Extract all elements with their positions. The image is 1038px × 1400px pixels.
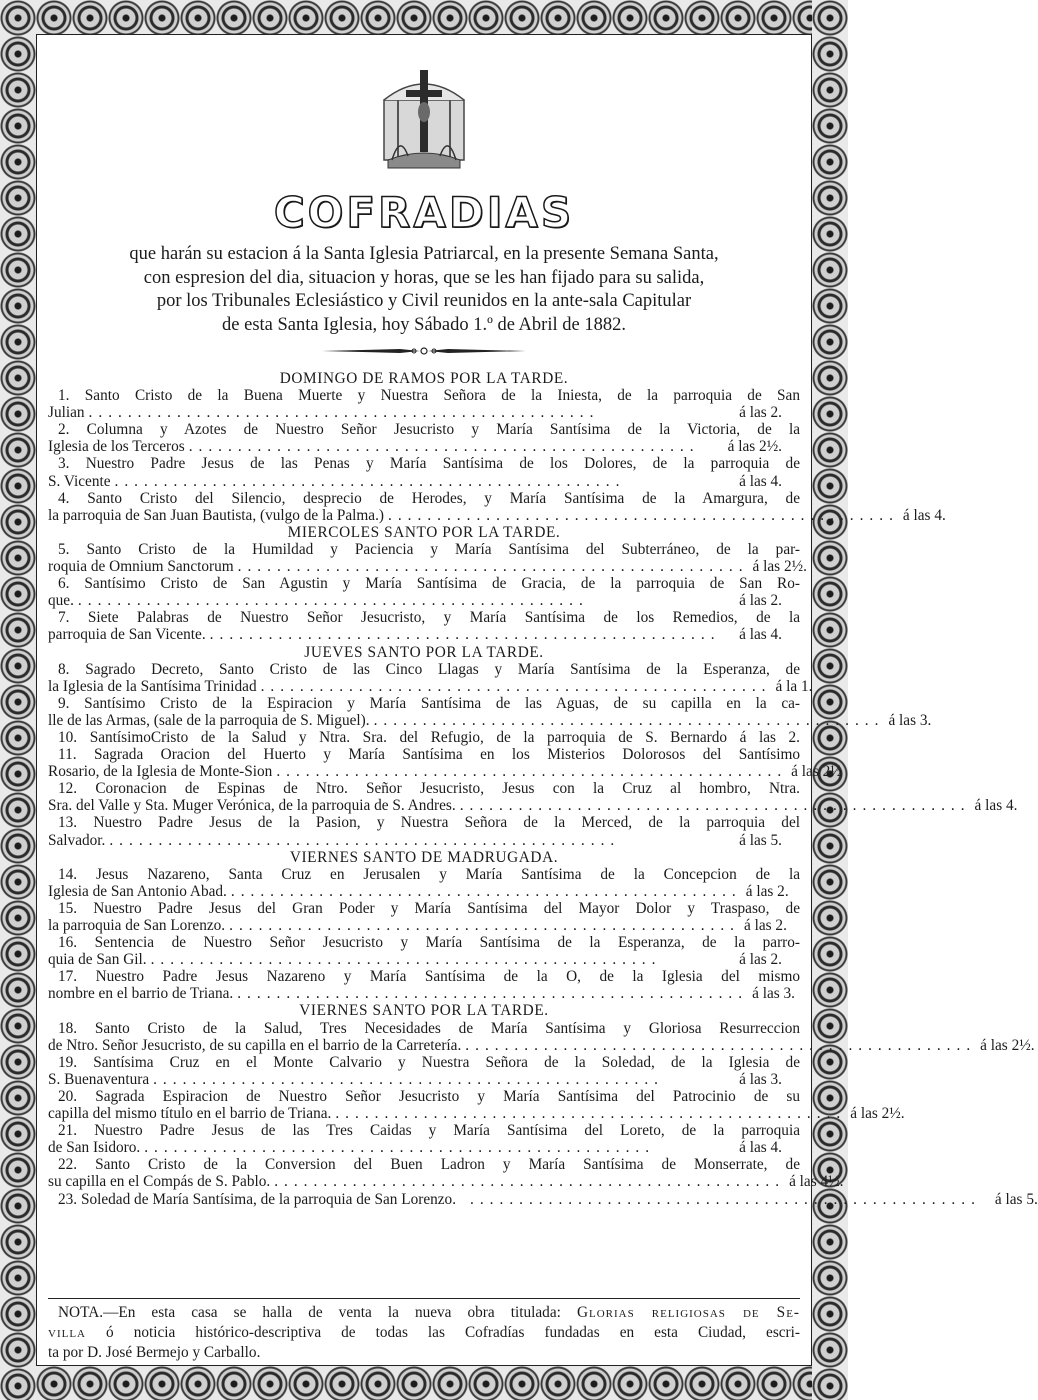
dot-leader: .................................................... [150, 951, 662, 969]
entry-text: Iglesia de San Antonio Abad. [48, 882, 227, 900]
entry-line: 13. Nuestro Padre Jesus de la Pasion, y Nuestra Señora de la Merced, de la parroquia del [58, 814, 800, 832]
cofradia-entry [48, 780, 1018, 815]
entry-text: capilla del mismo título en el barrio de Triana. [48, 1105, 332, 1123]
dot-leader: .................................................... [459, 797, 971, 815]
dot-leader: .................................................... [153, 1070, 664, 1088]
intro-line: de esta Santa Iglesia, hoy Sábado 1.º de Abril de 1882. [222, 314, 626, 335]
cofradia-entry [48, 746, 842, 781]
nota-line [48, 1303, 800, 1323]
entry-line: 21. Nuestro Padre Jesus de las Tres Caidas y María Santísima del Loreto, de la parroquia [58, 1122, 800, 1140]
cofradia-entry [48, 866, 800, 900]
note-rule [48, 1298, 800, 1299]
nota-text: NOTA.—En esta casa se halla de venta la nueva obra titulada: [58, 1304, 561, 1321]
entry-text: que. [48, 592, 74, 610]
ornamental-border-bottom [0, 1366, 848, 1400]
entry-line [48, 677, 813, 695]
cofradia-entry [48, 1019, 1035, 1054]
nota-text: ó noticia histórico-descriptiva de todas las Cofradías fundadas en esta Ciudad, escri- [106, 1324, 800, 1341]
cofradia-entry [48, 694, 932, 729]
entry-text: Sra. del Valle y Sta. Muger Verónica, de la parroquia de S. Andres. [48, 797, 456, 815]
entry-line: 4. Santo Cristo del Silencio, desprecio de Herodes, y María Santísima de la Amargura, de [58, 489, 800, 507]
departure-time: á las 4. [739, 472, 782, 490]
entry-line [48, 1139, 800, 1156]
entry-line: 22. Santo Cristo de la Conversion del Buen Ladron y María Santísima de Monserrate, de [58, 1156, 800, 1174]
dot-leader: .................................................... [88, 404, 600, 422]
entry-text: S. Buenaventura [48, 1070, 150, 1088]
entry-text: de Ntro. Señor Jesucristo, de su capilla en el barrio de la Carretería. [48, 1036, 462, 1054]
dot-leader: .................................................... [260, 677, 772, 695]
entry-line: 17. Nuestro Padre Jesus Nazareno y María Santísima de la O, de la Iglesia del mismo [58, 968, 800, 986]
entry-line: 12. Coronacion de Espinas de Ntro. Señor Jesucristo, Jesus con la Cruz al hombro, Ntra. [58, 780, 800, 798]
entry-line: 8. Sagrado Decreto, Santo Cristo de las Cinco Llagas y María Santísima de la Esperanza, de [58, 660, 800, 678]
departure-time: á las 4. [902, 506, 946, 524]
entry-text: su capilla en el Compás de S. Pablo. [48, 1173, 271, 1191]
entry-text: la Iglesia de la Santísima Trinidad [48, 677, 257, 695]
nota-line [48, 1323, 800, 1343]
entry-line [48, 1190, 1038, 1208]
cofradia-entry [48, 729, 800, 746]
departure-time: á las 4. [974, 797, 1018, 815]
day-heading: VIERNES SANTO POR LA TARDE. [299, 1002, 549, 1020]
departure-time: á las 2½. [850, 1105, 905, 1123]
entry-line [48, 951, 800, 968]
entry-line [48, 711, 932, 729]
departure-time: á las 2. [739, 592, 782, 610]
day-heading: DOMINGO DE RAMOS POR LA TARDE. [279, 370, 569, 387]
entry-line: 18. Santo Cristo de la Salud, Tres Necesidades de María Santísima y Gloriosa Resurreccion [58, 1019, 800, 1037]
dot-leader: .................................................... [237, 985, 749, 1003]
entry-line [48, 506, 946, 524]
departure-time: á las 2. [745, 882, 789, 900]
entry-line: 20. Sagrada Espiracion de Nuestro Señor Jesucristo y María Santísima del Patrocinio de su [58, 1087, 800, 1105]
dot-leader: .................................................... [209, 626, 721, 644]
entry-text: S. Vicente [48, 472, 111, 490]
entry-line: 9. Santísimo Cristo de la Espiracion y María Santísima de las Aguas, de su capilla en la ca- [58, 694, 800, 712]
cofradias-list [48, 370, 1038, 1208]
departure-time: á las 5. [739, 831, 782, 849]
cofradia-entry [48, 660, 813, 695]
entry-line: 6. Santísimo Cristo de San Agustin y María Santísima de Gracia, de la parroquia de San Ro- [58, 575, 800, 593]
cofradia-entry [48, 934, 800, 968]
departure-time: á las 5. [994, 1190, 1038, 1208]
entry-line [48, 473, 800, 490]
dot-leader: .................................................... [237, 558, 749, 576]
departure-time: á las 2. [739, 951, 782, 969]
cofradia-entry [48, 814, 800, 848]
departure-time: á las 2. [743, 917, 787, 934]
dot-leader: .................................................... [230, 882, 742, 900]
departure-time: á las 2. [739, 404, 782, 422]
departure-time: á las 4½. [789, 1173, 844, 1191]
entry-line [48, 832, 800, 849]
cofradia-entry [48, 1190, 1038, 1208]
cofradia-entry [48, 455, 800, 489]
entry-text: la parroquia de San Lorenzo. [48, 917, 226, 934]
entry-line: 3. Nuestro Padre Jesus de las Penas y María Santísima de los Dolores, de la parroquia de [58, 455, 800, 473]
entry-line [48, 438, 800, 455]
intro-paragraph [44, 243, 804, 337]
intro-line: que harán su estacion á la Santa Iglesia Patriarcal, en la presente Semana Santa, [129, 244, 719, 264]
entry-line [48, 1105, 905, 1123]
entry-line: 2. Columna y Azotes de Nuestro Señor Jesucristo y María Santísima de la Victoria, de la [58, 421, 800, 439]
cofradia-entry [48, 575, 800, 609]
entry-text: Julian [48, 404, 85, 422]
intro-line: con espresion del dia, situacion y horas, que se les han fijado para su salida, [143, 267, 705, 288]
departure-time: á las 3. [888, 711, 932, 729]
dot-leader: .................................................... [229, 917, 740, 934]
cofradia-entry [48, 1087, 905, 1123]
entry-line [48, 404, 800, 421]
dot-leader: .................................................... [77, 592, 589, 610]
departure-time: á las 2½. [980, 1036, 1035, 1054]
entry-line [48, 626, 800, 643]
cofradia-entry [48, 968, 800, 1002]
entry-text: lle de las Armas, (sale de la parroquia de S. Miguel). [48, 711, 370, 729]
cofradia-entry [48, 489, 946, 524]
ornamental-border-top [0, 0, 848, 34]
entry-line [48, 558, 807, 576]
dot-leader: .................................................... [388, 506, 899, 524]
entry-line [48, 763, 842, 781]
departure-time: á la 1. [775, 677, 813, 695]
departure-time: á las 4. [739, 626, 782, 644]
entry-line: 1. Santo Cristo de la Buena Muerte y Nuestra Señora de la Iniesta, de la parroquia de San [58, 387, 800, 405]
dot-leader: .................................................... [373, 711, 885, 729]
nota-book-title: villa [48, 1324, 86, 1341]
poster-title: COFRADIAS [273, 188, 575, 237]
dot-leader: .................................................... [335, 1105, 847, 1123]
nota-paragraph [48, 1303, 800, 1363]
departure-time: á las 2½. [727, 438, 782, 456]
dot-leader: .................................................... [276, 763, 788, 781]
day-heading: JUEVES SANTO POR LA TARDE. [304, 643, 544, 661]
departure-time: á las 3. [739, 1070, 782, 1088]
entry-line [48, 1071, 800, 1088]
entry-line [48, 797, 1018, 815]
dot-leader: .................................................... [470, 1190, 981, 1208]
entry-text: nombre en el barrio de Triana. [48, 985, 234, 1003]
entry-line: 11. Sagrada Oracion del Huerto y María Santísima en los Misterios Dolorosos del Santísimo [58, 746, 800, 764]
entry-text: quia de San Gil. [48, 951, 147, 969]
dot-leader: .................................................... [188, 438, 700, 456]
entry-text: 23. Soledad de María Santísima, de la parroquia de San Lorenzo. [58, 1190, 457, 1208]
day-heading: VIERNES SANTO DE MADRUGADA. [289, 848, 559, 866]
entry-line [48, 1173, 844, 1191]
departure-time: á las 2½ [791, 763, 842, 781]
entry-text: roquia de Omnium Sanctorum [48, 558, 234, 576]
dot-leader: .................................................... [114, 472, 626, 490]
entry-line: 7. Siete Palabras de Nuestro Señor Jesucristo, y María Santísima de los Remedios, de la [58, 609, 800, 627]
nota-book-title: Glorias religiosas de Se- [576, 1304, 801, 1321]
entry-line: 10. SantísimoCristo de la Salud y Ntra. Sra. del Refugio, de la parroquia de S. Bernardo á las 2. [58, 728, 800, 746]
ornamental-divider [320, 346, 528, 356]
entry-line [48, 1036, 1035, 1054]
departure-time: á las 3. [752, 985, 795, 1003]
entry-line: 5. Santo Cristo de la Humildad y Paciencia y María Santísima del Subterráneo, de la par- [58, 540, 800, 558]
cofradia-entry [48, 900, 800, 934]
cofradia-entry [48, 540, 807, 576]
entry-line: 15. Nuestro Padre Jesus del Gran Poder y María Santísima del Mayor Dolor y Traspaso, de [58, 899, 800, 917]
cofradia-entry [48, 1122, 800, 1156]
dot-leader: .................................................... [274, 1173, 786, 1191]
cofradia-entry [48, 421, 800, 455]
entry-text: la parroquia de San Juan Bautista, (vulgo de la Palma.) [48, 506, 385, 524]
entry-line [48, 592, 800, 609]
entry-line: 16. Sentencia de Nuestro Señor Jesucristo y María Santísima de la Esperanza, de la parro- [58, 934, 800, 952]
entry-text: parroquia de San Vicente. [48, 626, 206, 644]
entry-line [48, 917, 800, 934]
cofradia-entry [48, 387, 800, 421]
entry-line: 14. Jesus Nazareno, Santa Cruz en Jerusalen y María Santísima de la Concepcion de la [58, 865, 800, 883]
entry-line [48, 883, 800, 900]
cofradia-entry [48, 1054, 800, 1088]
dot-leader: .................................................... [465, 1036, 977, 1054]
entry-text: Iglesia de los Terceros [48, 438, 185, 456]
day-heading: MIERCOLES SANTO POR LA TARDE. [287, 523, 561, 541]
departure-time: á las 4. [739, 1139, 782, 1157]
dot-leader: .................................................... [109, 831, 621, 849]
dot-leader: .................................................... [144, 1139, 656, 1157]
departure-time: á las 2½. [752, 558, 807, 576]
crucifix-emblem-icon [378, 60, 470, 170]
entry-line [48, 985, 800, 1002]
entry-line: 19. Santísima Cruz en el Monte Calvario y Nuestra Señora de la Soledad, de la Iglesia de [58, 1053, 800, 1071]
entry-text: Salvador. [48, 831, 106, 849]
entry-text: Rosario, de la Iglesia de Monte-Sion [48, 763, 273, 781]
entry-text: de San Isidoro. [48, 1139, 141, 1157]
cofradia-entry [48, 609, 800, 643]
cofradia-entry [48, 1156, 844, 1191]
intro-line: por los Tribunales Eclesiástico y Civil reunidos en la ante-sala Capitular [156, 291, 692, 311]
nota-line: ta por D. José Bermejo y Carballo. [48, 1344, 261, 1361]
